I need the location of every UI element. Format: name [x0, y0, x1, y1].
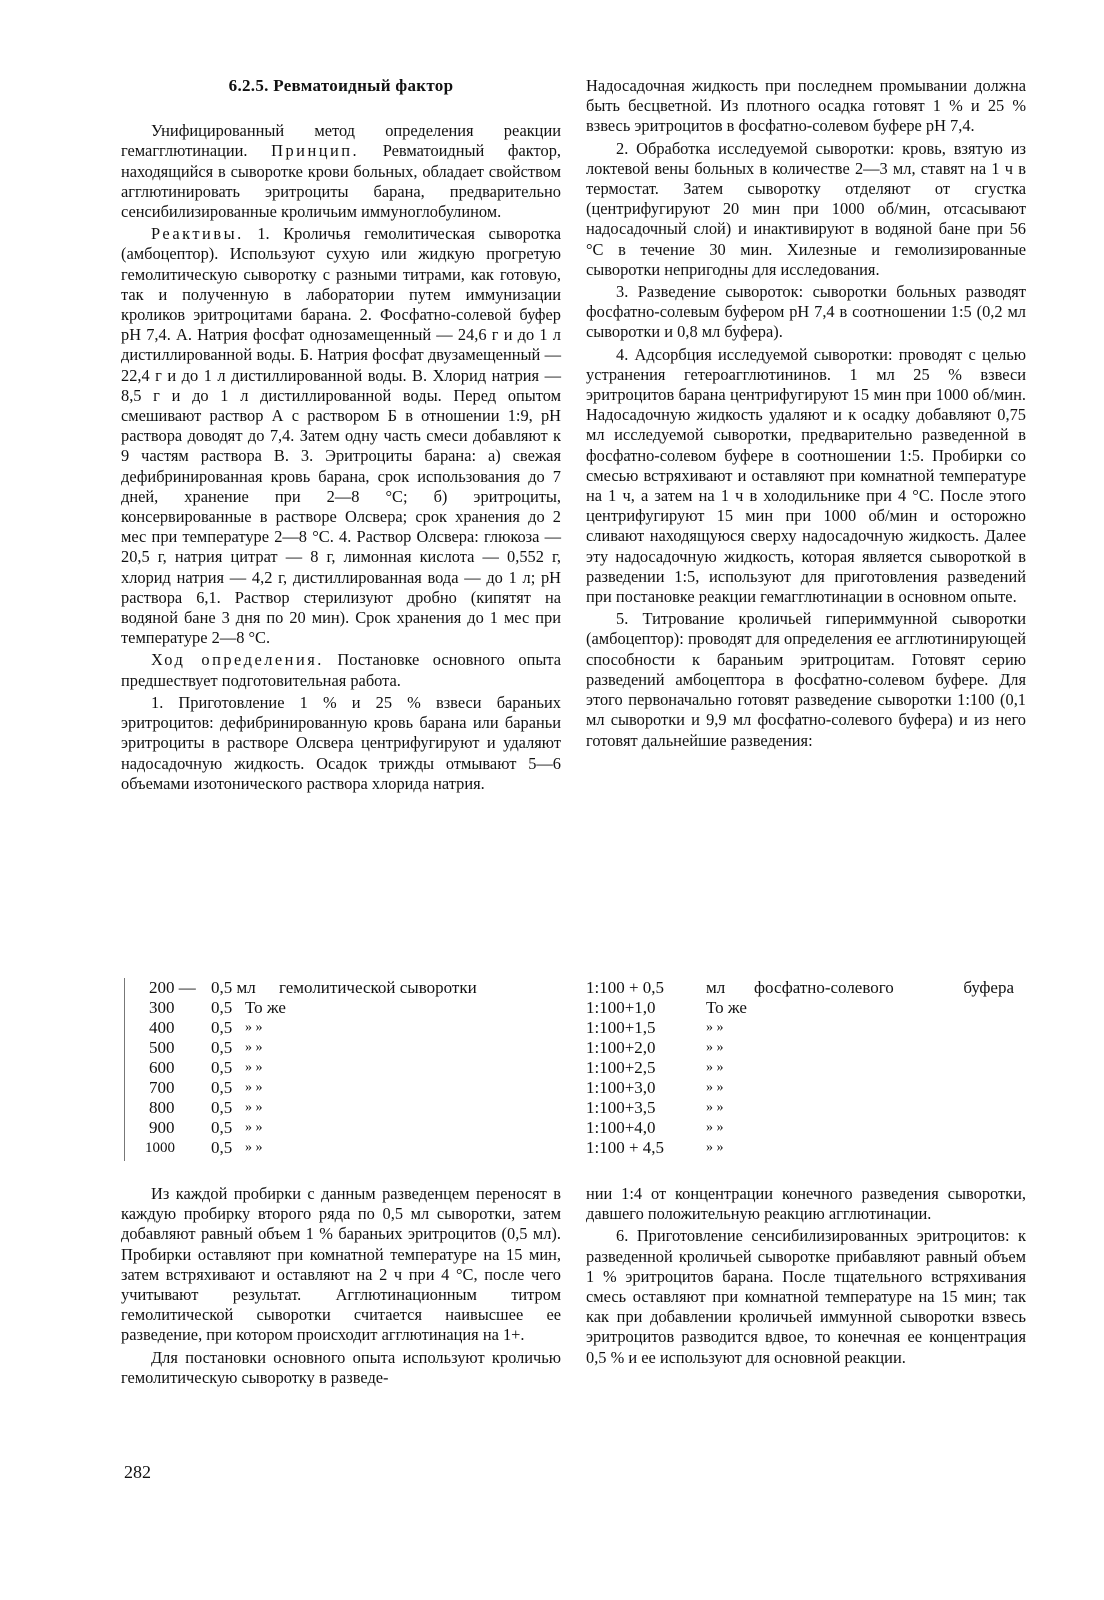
reagents-label: Реактивы.	[151, 224, 244, 244]
principle-label: Принцип.	[271, 141, 360, 161]
unit-cell: » »	[706, 1100, 724, 1115]
paragraph-reagents	[121, 224, 561, 648]
unit-cell: То же	[706, 998, 747, 1017]
desc-cell: » »	[245, 1100, 263, 1115]
volume-cell: 0,5	[211, 1098, 233, 1117]
paragraph-step-1: 1. Приготовление 1 % и 25 % взвеси бараньих эритроцитов: дефибринированную кровь барана или бараньи эритроциты в растворе Олсвера центрифугируют и удаляют надосадочную жидкость. Осадок трижды отмывают 5—6 объемами изотонического раствора хлорида натрия.	[121, 692, 561, 793]
dilution-cell: 1:100+3,0	[586, 1078, 656, 1097]
dilution-cell: 600	[149, 1058, 175, 1077]
desc-cell: » »	[245, 1120, 263, 1135]
paragraph-main-experiment: Для постановки основного опыта используют кроличью гемолитическую сыворотку в разведе-	[121, 1347, 561, 1387]
section-heading: 6.2.5. Ревматоидный фактор	[228, 76, 454, 95]
principle-text: Ревматоидный фактор, находящийся в сыворотке крови больных, обладает свойством агглютинировать эритроциты барана, предварительно сенсибилизированные кроличьим иммуноглобулином.	[121, 141, 561, 222]
page-number: 282	[124, 1462, 151, 1482]
volume-cell: 0,5	[211, 1038, 233, 1057]
paragraph-step-4: 4. Адсорбция исследуемой сыворотки: проводят с целью устранения гетероагглютининов. 1 мл 25 % взвеси эритроцитов барана центрифугируют 15 мин при 1000 об/мин. Надосадочную жидкость удаляют и к осадку добавляют 0,75 мл исследуемой сыворотки, предварительно разведенной в фосфатно-солевом буфере в соотношении 1:5. Пробирки со смесью встряхивают и оставляют при комнатной температуре на 1 ч, а затем на 1 ч в холодильнике при 4 °С. После этого центрифугируют 15 мин при 1000 об/мин и осторожно сливают находящуюся сверху надосадочную жидкость. Далее эту надосадочную жидкость, которая является сывороткой в разведении 1:5, используют для приготовления разведений при постановке реакции гемагглютинации в основном опыте.	[586, 344, 1026, 607]
bottom-left-column	[121, 1184, 561, 1388]
paragraph-step-6: 6. Приготовление сенсибилизированных эритроцитов: к разведенной кроличьей сыворотке прибавляют равный объем 1 % эритроцитов барана. После тщательного встряхивания смесь оставляют при комнатной температуре на 15 мин; так как при добавлении кроличьей иммунной сыворотки взвесь эритроцитов разводится вдвое, то конечная ее концентрация 0,5 % и ее используют для основной реакции.	[586, 1226, 1026, 1367]
unit-cell: » »	[706, 1060, 724, 1075]
table-row	[145, 1138, 589, 1158]
desc-cell: » »	[245, 1040, 263, 1055]
table-row	[586, 1038, 1026, 1058]
table-row	[586, 1098, 1026, 1118]
intro-text: Унифицированный метод определения реакции гемагглютинации.	[121, 121, 561, 161]
dilution-cell: 1:100+2,0	[586, 1038, 656, 1057]
volume-cell: 0,5	[211, 1138, 233, 1157]
dilution-cell: 1:100+4,0	[586, 1118, 656, 1137]
desc-cell: фосфатно-солевого	[754, 978, 894, 997]
paragraph-step-5: 5. Титрование кроличьей гипериммунной сыворотки (амбоцептор): проводят для определения ее агглютинирующей способности к бараньим эритроцитам. Готовят серию разведений амбоцептора в фосфатно-солевом буфере. Для этого первоначально готовят разведение сыворотки 1:100 (0,1 мл сыворотки и 9,9 мл фосфатно-солевого буфера) и из него готовят дальнейшие разведения:	[586, 609, 1026, 750]
paragraph-intro	[121, 121, 561, 222]
dilution-cell: 1:100 + 4,5	[586, 1138, 665, 1157]
hemolytic-serum-dilution-table	[124, 978, 589, 1161]
paragraph-procedure	[121, 650, 561, 690]
table-row	[586, 1078, 1026, 1098]
paragraph-titer: Из каждой пробирки с данным разведенцем переносят в каждую пробирку второго ряда по 0,5 мл сыворотки, затем добавляют равный объем 1 % бараньих эритроцитов (0,5 мл). Пробирки оставляют при комнатной температуре на 15 мин, затем встряхивают и оставляют на 2 ч при 4 °С, после чего учитывают результат. Агглютинационным титром гемолитической сыворотки считается наивысшее ее разведение, при котором происходит агглютинация на 1+.	[121, 1184, 561, 1345]
desc-cell: гемолитической сыворотки	[279, 978, 477, 997]
desc-cell: » »	[245, 1060, 263, 1075]
volume-cell: 0,5	[211, 1058, 233, 1077]
volume-cell: 0,5	[211, 1078, 233, 1097]
table-row	[586, 1018, 1026, 1038]
bottom-right-column	[586, 1184, 1026, 1368]
unit-cell: мл	[706, 978, 726, 997]
dilution-cell: 800	[149, 1098, 175, 1117]
desc-last-cell: буфера	[963, 978, 1014, 997]
table-row	[149, 1038, 589, 1058]
right-column	[586, 76, 1026, 751]
desc-cell: » »	[245, 1140, 263, 1155]
desc-cell: » »	[245, 1080, 263, 1095]
procedure-text: Постановке основного опыта предшествует подготовительная работа.	[121, 650, 561, 690]
volume-cell: 0,5	[211, 1118, 233, 1137]
volume-cell: 0,5 мл	[211, 978, 256, 997]
dilution-cell: 900	[149, 1118, 175, 1137]
table-row	[586, 1118, 1026, 1138]
table-row	[149, 1078, 589, 1098]
unit-cell: » »	[706, 1080, 724, 1095]
table-row	[586, 1058, 1026, 1078]
dilution-cell: 1:100+3,5	[586, 1098, 656, 1117]
paragraph-continuation: Надосадочная жидкость при последнем промывании должна быть бесцветной. Из плотного осадка готовят 1 % и 25 % взвесь эритроцитов в фосфатно-солевом буфере pH 7,4.	[586, 76, 1026, 136]
desc-cell: То же	[245, 998, 286, 1017]
desc-cell: » »	[245, 1020, 263, 1035]
unit-cell: » »	[706, 1120, 724, 1135]
dilution-cell: 1:100+1,5	[586, 1018, 656, 1037]
unit-cell: » »	[706, 1140, 724, 1155]
procedure-label: Ход определения.	[151, 650, 324, 670]
unit-cell: » »	[706, 1040, 724, 1055]
table-row	[149, 998, 589, 1018]
dilution-cell: 1:100 + 0,5	[586, 978, 665, 997]
dilution-cell: 200 —	[149, 978, 196, 997]
dilution-cell: 1:100+1,0	[586, 998, 656, 1017]
unit-cell: » »	[706, 1020, 724, 1035]
reagents-text: 1. Кроличья гемолитическая сыворотка (амбоцептор). Используют сухую или жидкую прогретую гемолитическую сыворотку с разными титрами, как готовую, так и полученную в лаборатории путем иммунизации кроликов эритроцитами барана. 2. Фосфатно-солевой буфер pH 7,4. А. Натрия фосфат однозамещенный — 24,6 г и до 1 л дистиллированной воды. Б. Натрия фосфат двузамещенный — 22,4 г и до 1 л дистиллированной воды. В. Хлорид натрия — 8,5 г и до 1 л дистиллированной воды. Перед опытом смешивают раствор А с раствором Б в отношении 1:9, pH раствора доводят до 7,4. Затем одну часть смеси добавляют к 9 частям раствора В. 3. Эритроциты барана: а) свежая дефибринированная кровь барана, срок использования до 7 дней, хранение при 2—8 °С; б) эритроциты, консервированные в растворе Олсвера; срок хранения до 2 мес при температуре 2—8 °С. 4. Раствор Олсвера: глюкоза — 20,5 г, натрия цитрат — 8 г, лимонная кислота — 0,552 г, хлорид натрия — 4,2 г, дистиллированная вода — до 1 л; pH раствора 6,1. Раствор стерилизуют дробно (кипятят на водяной бане 3 дня по 20 мин). Срок хранения до 1 мес при температуре 2—8 °С.	[121, 224, 561, 648]
left-column	[121, 76, 561, 794]
paragraph-continuation-2: нии 1:4 от концентрации конечного разведения сыворотки, давшего положительную реакцию агглютинации.	[586, 1184, 1026, 1224]
volume-cell: 0,5	[211, 998, 233, 1017]
table-row	[149, 1098, 589, 1118]
dilution-cell: 400	[149, 1018, 175, 1037]
table-row	[586, 998, 1026, 1018]
dilution-cell: 1:100+2,5	[586, 1058, 656, 1077]
table-row	[149, 1018, 589, 1038]
table-row	[149, 1118, 589, 1138]
dilution-cell: 500	[149, 1038, 175, 1057]
dilution-cell: 300	[149, 998, 175, 1017]
dilution-cell: 700	[149, 1078, 175, 1097]
paragraph-step-2: 2. Обработка исследуемой сыворотки: кровь, взятую из локтевой вены больных в количестве 2—3 мл, ставят на 1 ч в термостат. Затем сыворотку отделяют от сгустка (центрифугируют 20 мин при 1000 об/мин, отсасывают надосадочный слой) и инактивируют в водяной бане при 56 °С в течение 30 мин. Хилезные и гемолизированные сыворотки непригодны для исследования.	[586, 138, 1026, 279]
table-row	[149, 978, 589, 998]
paragraph-step-3: 3. Разведение сывороток: сыворотки больных разводят фосфатно-солевым буфером pH 7,4 в соотношении 1:5 (0,2 мл сыворотки и 0,8 мл буфера).	[586, 282, 1026, 342]
table-row	[586, 1138, 1026, 1158]
table-row	[149, 1058, 589, 1078]
volume-cell: 0,5	[211, 1018, 233, 1037]
immune-serum-dilution-table	[586, 978, 1026, 1158]
dilution-cell: 1000	[145, 1140, 175, 1156]
dilution-tables	[0, 978, 1104, 1168]
table-row	[586, 978, 1026, 998]
